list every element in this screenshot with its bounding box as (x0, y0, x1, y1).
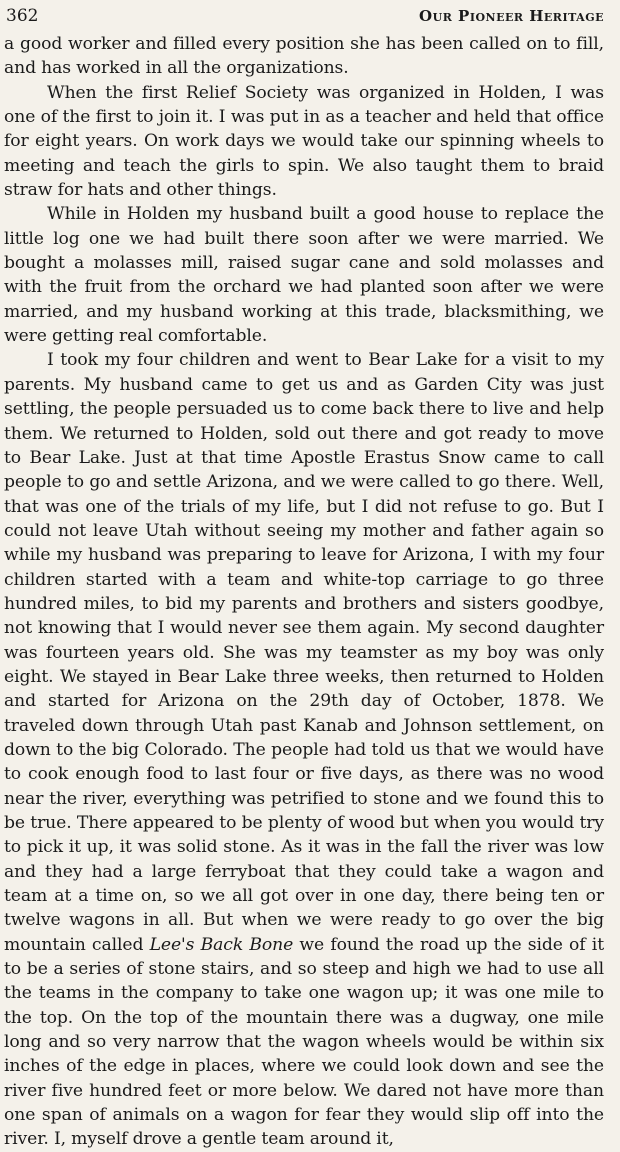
book-page (4, 6, 604, 1152)
journey-text-part-1: I took my four children and went to Bear Lake for a visit to my parents. My husband came to get us and as Garden City was just settling, the people persuaded us to come back there to live and help them. We returned to Holden, sold out there and got ready to move to Bear Lake. Just at that time Apostle Erastus Snow came to call people to go and settle Arizona, and we were called to go there. Well, that was one of the trials of my life, but I did not refuse to go. But I could not leave Utah without seeing my mother and father again so while my husband was preparing to leave for Arizona, I with my four children started with a team and white-top carriage to go three hundred miles, to bid my parents and brothers and sisters goodbye, not knowing that I would never see them again. My second daughter was fourteen years old. She was my teamster as my boy was only eight. We stayed in Bear Lake three weeks, then returned to Holden and started for Arizona on the 29th day of October, 1878. We traveled down through Utah past Kanab and Johnson settlement, on down to the big Colorado. The people had told us that we would have to cook enough food to last four or five days, as there was no wood near the river, everything was petrified to stone and we found this to be true. There appeared to be plenty of wood but when you would try to pick it up, it was solid stone. As it was in the fall the river was low and they had a large ferryboat that they could take a wagon and team at a time on, so we all got over in one day, there being ten or twelve wagons in all. But when we were ready to go over the big mountain called (4, 350, 604, 955)
page-number: 362 (6, 6, 39, 26)
paragraph-relief-society: When the first Relief Society was organized in Holden, I was one of the first to join it. I was put in as a teacher and held that office for eight years. On work days we would take our spinning wheels to meeting and teach the girls to spin. We also taught them to braid straw for hats and other things. (4, 82, 604, 201)
place-name-italic: Lee's Back Bone (149, 934, 294, 955)
body-text (4, 32, 604, 1152)
journey-text-part-2: we found the road up the side of it to be a series of stone stairs, and so steep and high we had to use all the teams in the company to take one wagon up; it was one mile to the top. On the top of the mountain there was a dugway, one mile long and so very narrow that the wagon wheels would be within six inches of the edge in places, where we could look down and see the river five hundred feet or more below. We dared not have more than one span of animals on a wagon for fear they would slip off into the river. I, myself drove a gentle team around it, (4, 934, 604, 1150)
paragraph-continuation: a good worker and filled every position she has been called on to fill, and has worked in all the organizations. (4, 34, 604, 79)
running-title: Our Pioneer Heritage (419, 7, 604, 25)
paragraph-journey-arizona (4, 348, 604, 1151)
page-header (4, 6, 604, 30)
paragraph-holden-house: While in Holden my husband built a good house to replace the little log one we had built there soon after we were married. We bought a molasses mill, raised sugar cane and sold molasses and with the fruit from the orchard we had planted soon after we were married, and my husband working at this trade, blacksmithing, we were getting real comfortable. (4, 204, 604, 347)
